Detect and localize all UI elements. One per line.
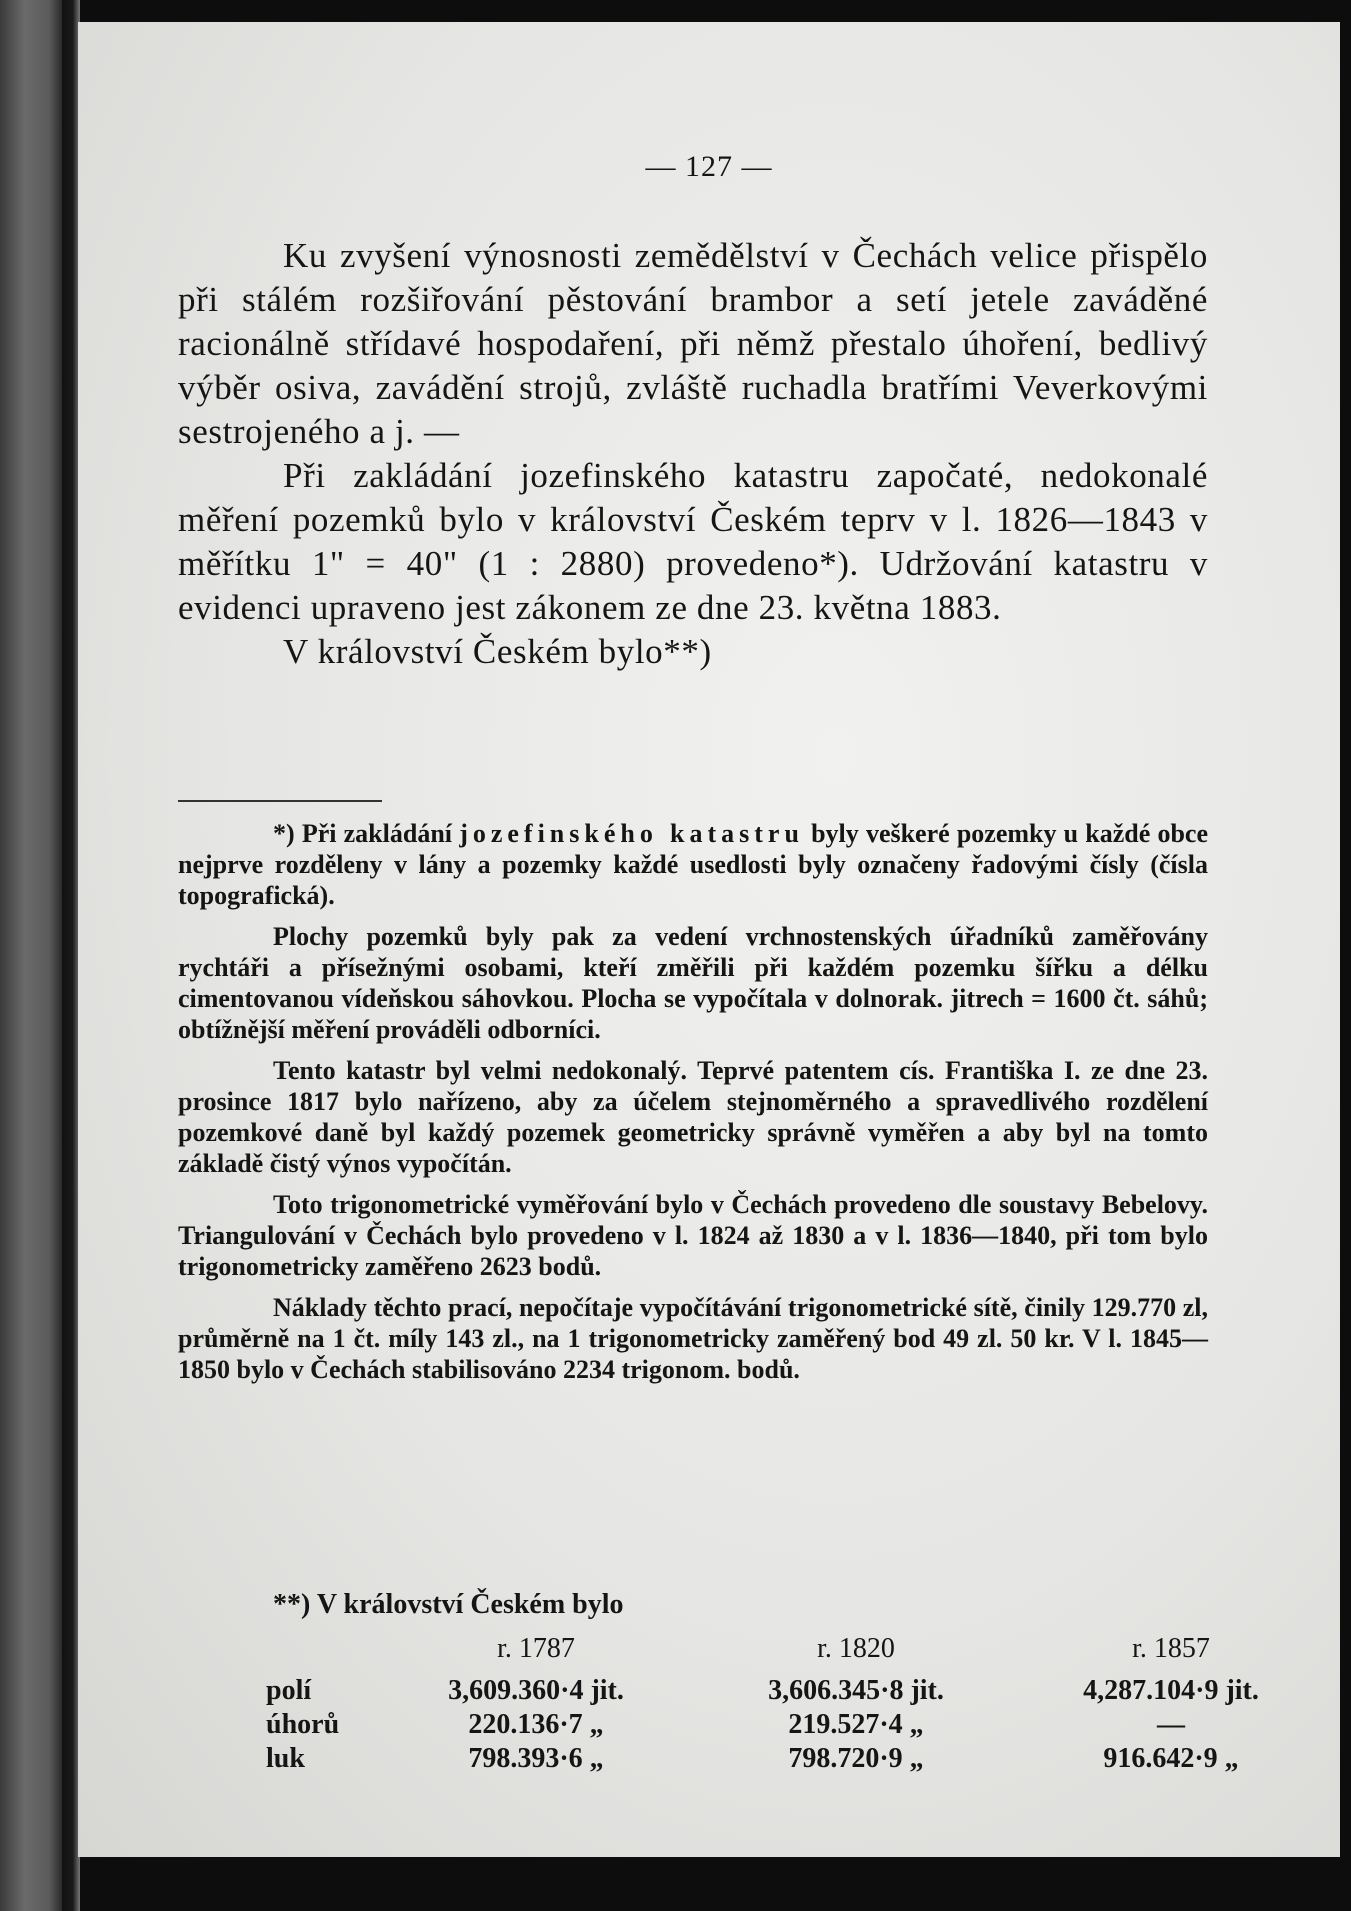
- book-page: [78, 22, 1340, 1857]
- table-cell: 220.136·7 „: [468, 1709, 604, 1740]
- footnote-1-prefix: *) Při zakládání: [273, 819, 460, 848]
- table-cell: —: [1157, 1709, 1185, 1740]
- footnotes: [178, 818, 1208, 1395]
- page-number: — 127 —: [645, 150, 773, 183]
- table-cell: 916.642·9 „: [1103, 1743, 1239, 1774]
- footnote-paragraph-5: Náklady těchto prací, nepočítaje vypočítávání trigonometrické sítě, činily 129.770 zl, průměrně na 1 čt. míly 143 zl., na 1 trigonometricky zaměřený bod 49 zl. 50 kr. V l. 1845—1850 bylo v Čechách stabilisováno 2234 trigonom. bodů.: [178, 1293, 1208, 1384]
- table-cell: 219.527·4 „: [788, 1709, 924, 1740]
- footnote-paragraph-3: Tento katastr byl velmi nedokonalý. Teprvé patentem cís. Františka I. ze dne 23. prosince 1817 bylo nařízeno, aby za účelem stejnoměrného a spravedlivého rozdělení pozemkové daně byl každý pozemek geometricky správně vyměřen a aby byl na tomto základě čistý výnos vypočítán.: [178, 1056, 1208, 1178]
- footnote-1-rest: byly veškeré pozemky u každé obce nejprve rozděleny v lány a pozemky každé usedlosti byly označeny řadovými čísly (čísla topografická).: [178, 819, 1209, 910]
- table-header-cell: r. 1820: [817, 1633, 895, 1664]
- table-row: [266, 1708, 1336, 1742]
- table-cell: luk: [266, 1743, 305, 1774]
- paragraph-kingdom-intro: V království Českém bylo**): [283, 632, 712, 671]
- table-cell: 4,287.104·9 jit.: [1083, 1675, 1259, 1706]
- table-cell: 798.393·6 „: [468, 1743, 604, 1774]
- table-cell: 3,609.360·4 jit.: [448, 1675, 624, 1706]
- table-header-row: [266, 1632, 1336, 1674]
- table-row: [266, 1674, 1336, 1708]
- footnote-paragraph-4: Toto trigonometrické vyměřování bylo v Čechách provedeno dle soustavy Bebelovy. Triangulování v Čechách bylo provedeno v l. 1824 až 1830 a v l. 1836—1840, při tom bylo trigonometricky zaměřeno 2623 bodů.: [178, 1190, 1208, 1281]
- table-cell: 798.720·9 „: [788, 1743, 924, 1774]
- land-statistics-table: [266, 1632, 1336, 1776]
- footnote-paragraph-2: Plochy pozemků byly pak za vedení vrchnostenských úřadníků zaměřovány rychtáři a přísežnými osobami, kteří změřili při každém pozemku šířku a délku cimentovanou vídeňskou sáhovkou. Plocha se vypočítala v dolnorak. jitrech = 1600 čt. sáhů; obtížnější měření prováděli odborníci.: [178, 922, 1208, 1044]
- footnote-1: [178, 818, 1208, 911]
- table-cell: polí: [266, 1675, 312, 1706]
- table-row: [266, 1742, 1336, 1776]
- table-header-cell: r. 1857: [1132, 1633, 1210, 1664]
- footnote-1-spaced-term: jozefinského katastru: [459, 819, 804, 848]
- main-text: [178, 234, 1208, 674]
- footnote-divider: [178, 800, 382, 802]
- table-cell: úhorů: [266, 1709, 340, 1740]
- paragraph-agriculture: Ku zvyšení výnosnosti zemědělství v Čechách velice přispělo při stálém rozšiřování pěstování brambor a setí jetele zaváděné racionálně střídavé hospodaření, při němž přestalo úhoření, bedlivý výběr osiva, zavádění strojů, zvláště ruchadla bratřími Veverkovými sestrojeného a j. —: [178, 236, 1208, 451]
- table-cell: 3,606.345·8 jit.: [768, 1675, 944, 1706]
- paragraph-cadastre: Při zakládání jozefinského katastru započaté, nedokonalé měření pozemků bylo v království Českém teprv v l. 1826—1843 v měřítku 1" = 40" (1 : 2880) provedeno*). Udržování katastru v evidenci upraveno jest zákonem ze dne 23. května 1883.: [178, 456, 1208, 627]
- adjacent-page-edge: [0, 0, 62, 1911]
- table-header-cell: [266, 1632, 366, 1674]
- table-title: **) V království Českém bylo: [273, 1589, 624, 1620]
- table-header-cell: r. 1787: [497, 1633, 575, 1664]
